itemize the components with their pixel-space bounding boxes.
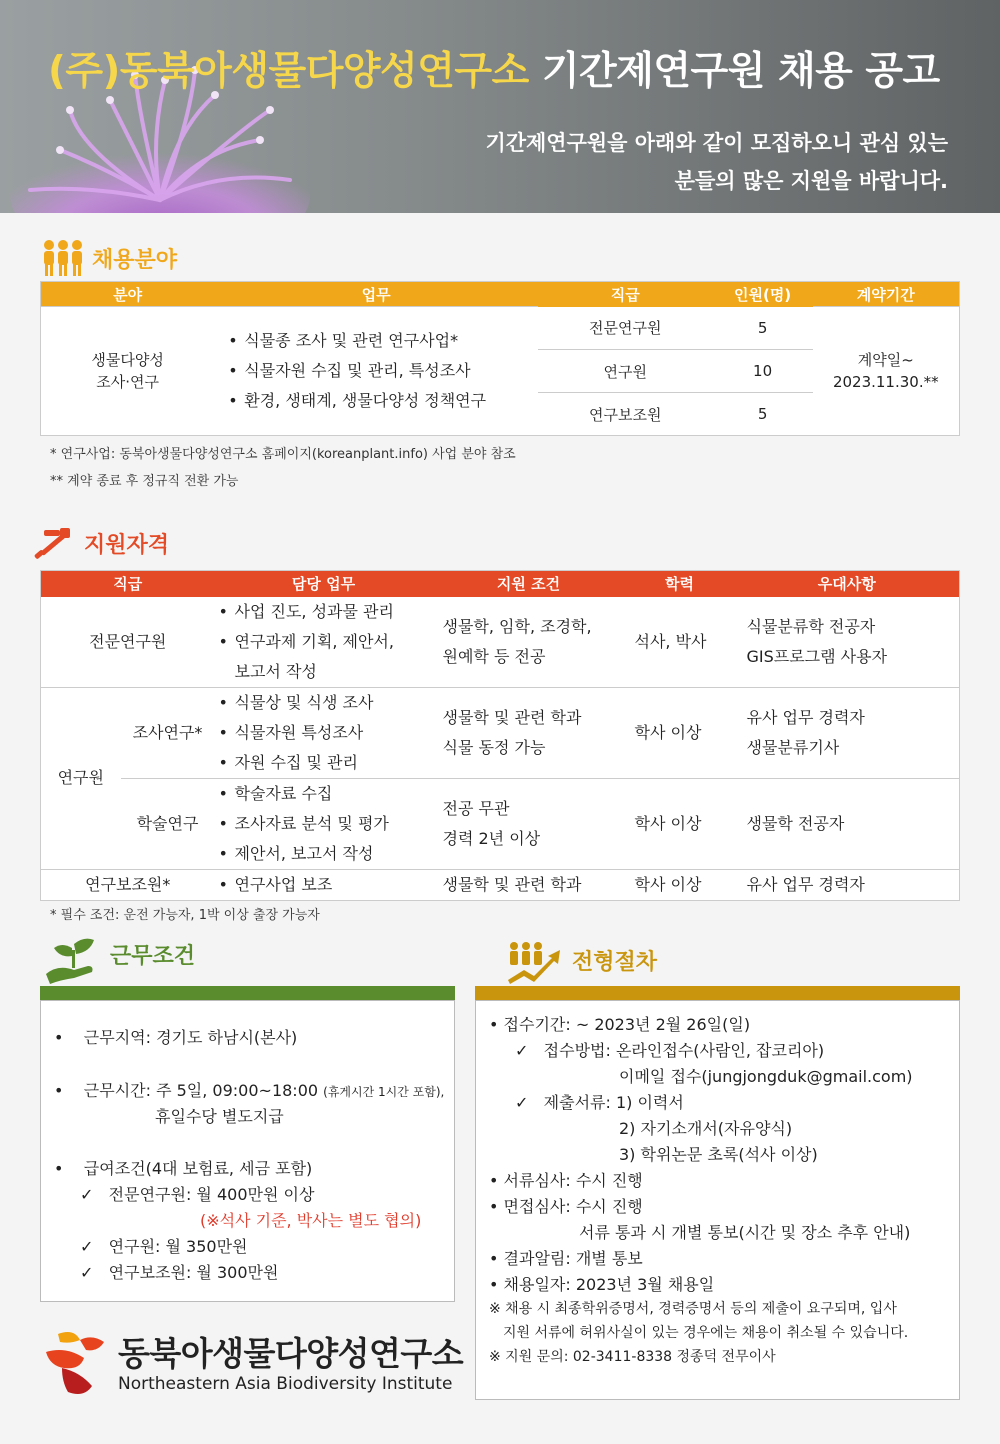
qual-group: 연구원 — [57, 768, 104, 787]
process-method: ✓ 접수방법: 온라인접수(사람인, 잡코리아) — [515, 1041, 825, 1060]
recruit-table — [40, 281, 960, 436]
list-item: • 식물종 조사 및 관련 연구사업* — [226, 326, 538, 356]
institute-logo-icon — [40, 1328, 112, 1400]
list-item: • 연구과제 기획, 제안서, — [217, 627, 433, 657]
recruit-period: 계약일~ 2023.11.30.** — [813, 307, 960, 436]
people-icon — [42, 238, 84, 278]
plant-hand-icon — [44, 936, 102, 986]
recruit-col-rank: 직급 — [538, 282, 713, 307]
qual-pref: 생물학 전공자 — [746, 813, 845, 833]
qual-col-duty: 담당 업무 — [215, 571, 433, 597]
qual-rank: 전문연구원 — [89, 631, 167, 651]
recruit-rank: 연구보조원 — [538, 393, 713, 436]
qual-edu: 학사 이상 — [625, 687, 735, 778]
recruit-count: 5 — [757, 318, 768, 337]
list-item: • 사업 진도, 성과물 관리 — [217, 597, 433, 627]
process-heading-bar — [475, 986, 960, 1000]
section-qual-heading: 지원자격 — [34, 524, 169, 562]
header-subtitle: 기간제연구원을 아래와 같이 모집하오니 관심 있는 분들의 많은 지원을 바랍니다. — [485, 131, 948, 193]
process-interview: • 면접심사: 수시 진행 — [489, 1197, 643, 1216]
header-banner — [0, 0, 1000, 213]
work-pay-3: ✓ 연구보조원: 월 300만원 — [80, 1263, 279, 1282]
recruit-rank: 전문연구원 — [589, 319, 662, 338]
logo-name-english: Northeastern Asia Biodiversity Institute — [118, 1374, 453, 1394]
page-title: (주)동북아생물다양성연구소 기간제연구원 채용 공고 — [48, 49, 940, 94]
process-interview-note: 서류 통과 시 개별 통보(시간 및 장소 추후 안내) — [579, 1223, 911, 1242]
qual-col-cond: 지원 조건 — [433, 571, 625, 597]
qual-pref: 유사 업무 경력자 생물분류기사 — [735, 687, 960, 778]
section-process-heading: 전형절차 — [506, 936, 657, 984]
process-notice-1: ※ 채용 시 최종학위증명서, 경력증명서 등의 제출이 요구되며, 입사 — [489, 1301, 897, 1317]
qual-cond: 전공 무관 경력 2년 이상 — [442, 798, 541, 848]
qual-col-edu: 학력 — [625, 571, 735, 597]
process-email: 이메일 접수(jungjongduk@gmail.com) — [619, 1067, 913, 1086]
work-heading-bar — [40, 986, 455, 1000]
work-location: • 근무지역: 경기도 하남시(본사) — [54, 1028, 298, 1047]
process-docs: ✓ 제출서류: 1) 이력서 — [515, 1093, 684, 1112]
qual-cond: 생물학 및 관련 학과 식물 동정 가능 — [433, 687, 625, 778]
work-holiday: 휴일수당 별도지급 — [155, 1107, 284, 1126]
list-item: • 조사자료 분석 및 평가 — [217, 809, 433, 839]
recruit-note-2: ** 계약 종료 후 정규직 전환 가능 — [50, 474, 239, 489]
recruit-col-task: 업무 — [214, 282, 538, 307]
work-pay: • 급여조건(4대 보험료, 세금 포함) — [54, 1159, 313, 1178]
section-recruit-heading: 채용분야 — [42, 238, 177, 278]
qual-table — [40, 570, 960, 901]
qual-rank: 조사연구* — [121, 687, 215, 778]
section-work-heading: 근무조건 — [44, 936, 195, 986]
list-item-continued: 보고서 작성 — [234, 661, 317, 681]
recruit-count: 5 — [713, 393, 813, 436]
list-item: • 자원 수집 및 관리 — [217, 748, 433, 778]
process-doc-3: 3) 학위논문 초록(석사 이상) — [619, 1145, 818, 1164]
list-item: • 연구사업 보조 — [217, 870, 433, 900]
qual-note: * 필수 조건: 운전 가능자, 1박 이상 출장 가능자 — [50, 908, 320, 923]
list-item: • 학술자료 수집 — [217, 779, 433, 809]
qual-col-pref: 우대사항 — [735, 571, 960, 597]
qual-cond: 생물학 및 관련 학과 — [442, 874, 582, 894]
recruit-col-field: 분야 — [41, 282, 215, 307]
thistle-flower-image — [0, 0, 330, 213]
recruit-field: 생물다양성 조사·연구 — [41, 307, 215, 436]
work-pay-1: ✓ 전문연구원: 월 400만원 이상 — [80, 1185, 315, 1204]
qual-edu: 학사 이상 — [634, 813, 702, 833]
process-period: • 접수기간: ~ 2023년 2월 26일(일) — [489, 1015, 751, 1034]
list-item: • 환경, 생태계, 생물다양성 정책연구 — [226, 386, 538, 416]
qual-col-rank: 직급 — [41, 571, 215, 597]
qual-pref: 식물분류학 전공자 GIS프로그램 사용자 — [746, 616, 888, 666]
tools-icon — [34, 524, 76, 562]
recruit-rank: 연구원 — [538, 350, 713, 393]
list-item: • 식물자원 수집 및 관리, 특성조사 — [226, 356, 538, 386]
process-contact: ※ 지원 문의: 02-3411-8338 정종덕 전무이사 — [489, 1349, 776, 1365]
qual-duties — [215, 687, 433, 778]
recruit-col-period: 계약기간 — [813, 282, 960, 307]
process-doc-review: • 서류심사: 수시 진행 — [489, 1171, 643, 1190]
process-hire-date: • 채용일자: 2023년 3월 채용일 — [489, 1275, 715, 1294]
logo-name-korean: 동북아생물다양성연구소 — [118, 1334, 464, 1373]
recruit-tasks — [214, 307, 538, 436]
recruit-count: 10 — [713, 350, 813, 393]
recruit-note-1: * 연구사업: 동북아생물다양성연구소 홈페이지(koreanplant.info) 사업 분야 참조 — [50, 447, 516, 462]
qual-edu: 학사 이상 — [634, 874, 702, 894]
qual-rank: 학술연구 — [136, 813, 199, 833]
qual-pref: 유사 업무 경력자 — [746, 874, 865, 894]
work-time: • 근무시간: 주 5일, 09:00~18:00 (휴게시간 1시간 포함), — [54, 1081, 445, 1100]
qual-duties — [215, 869, 433, 900]
qual-duties — [215, 597, 433, 688]
process-notice-2: 지원 서류에 허위사실이 있는 경우에는 채용이 취소될 수 있습니다. — [503, 1325, 909, 1341]
work-pay-2: ✓ 연구원: 월 350만원 — [80, 1237, 248, 1256]
qual-edu: 석사, 박사 — [634, 631, 707, 651]
qual-duties — [215, 778, 433, 869]
list-item: • 식물상 및 식생 조사 — [217, 688, 433, 718]
growth-people-icon — [506, 936, 564, 984]
recruit-col-count: 인원(명) — [713, 282, 813, 307]
process-doc-2: 2) 자기소개서(자유양식) — [619, 1119, 793, 1138]
list-item: • 식물자원 특성조사 — [217, 718, 433, 748]
list-item: • 제안서, 보고서 작성 — [217, 839, 433, 869]
qual-cond: 생물학, 임학, 조경학, 원예학 등 전공 — [442, 616, 592, 666]
work-pay-1-note: (※석사 기준, 박사는 별도 협의) — [200, 1211, 422, 1230]
process-result: • 결과알림: 개별 통보 — [489, 1249, 643, 1268]
qual-rank: 연구보조원* — [85, 874, 171, 894]
